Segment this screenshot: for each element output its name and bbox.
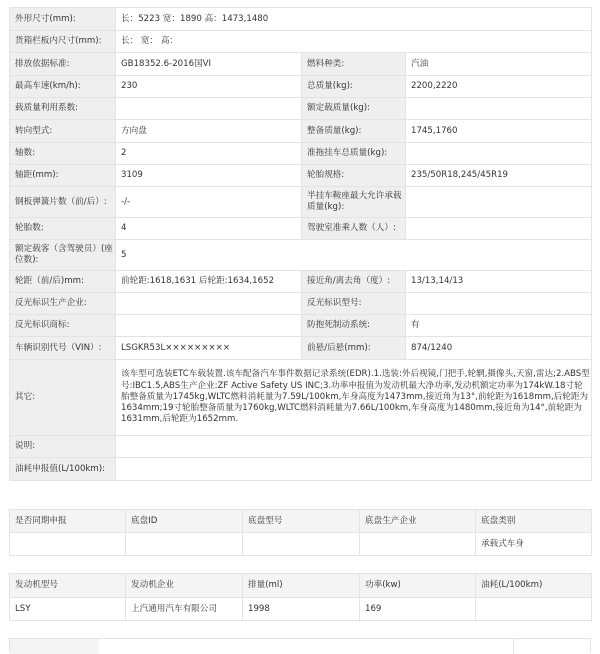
engine-data-row [10, 598, 592, 621]
spec-value: 4 [116, 218, 302, 240]
spec-label: 整备质量(kg): [302, 120, 406, 143]
spec-row [10, 436, 592, 458]
engine-header-cell: 油耗(L/100km) [476, 574, 592, 598]
spec-value: 235/50R18,245/45R19 [406, 165, 592, 187]
spec-value: GB18352.6-2016国VI [116, 53, 302, 76]
chassis-cell [10, 533, 126, 556]
spec-value [406, 98, 592, 120]
next-table-edge [9, 638, 591, 653]
spec-value: 2200,2220 [406, 76, 592, 98]
spec-row [10, 360, 592, 436]
chassis-cell [360, 533, 476, 556]
next-table-header-cell [10, 639, 99, 654]
chassis-cell: 承载式车身 [476, 533, 592, 556]
spec-label: 轮距（前/后)mm: [10, 271, 116, 293]
spec-row [10, 458, 592, 481]
chassis-header-cell: 底盘型号 [243, 510, 360, 533]
spec-row [10, 218, 592, 240]
spec-value [116, 293, 302, 315]
spec-label: 说明: [10, 436, 116, 458]
spec-label: 载质量利用系数: [10, 98, 116, 120]
spec-label: 半挂车鞍座最大允许承载质量(kg): [302, 187, 406, 218]
chassis-cell [243, 533, 360, 556]
engine-table [9, 573, 592, 621]
spec-value: 1745,1760 [406, 120, 592, 143]
chassis-cell [126, 533, 243, 556]
spec-value: -/- [116, 187, 302, 218]
spec-value: 有 [406, 315, 592, 337]
spec-label: 反光标识型号: [302, 293, 406, 315]
engine-header-cell: 功率(kw) [360, 574, 476, 598]
spec-row [10, 271, 592, 293]
chassis-header-cell: 底盘生产企业 [360, 510, 476, 533]
engine-header-cell: 发动机企业 [126, 574, 243, 598]
engine-cell: 169 [360, 598, 476, 621]
spec-row [10, 120, 592, 143]
spec-row [10, 187, 592, 218]
spec-row [10, 315, 592, 337]
spec-value [116, 98, 302, 120]
spec-label: 货箱栏板内尺寸(mm): [10, 31, 116, 53]
spec-label: 最高车速(km/h): [10, 76, 116, 98]
spec-value [406, 293, 592, 315]
spec-row [10, 143, 592, 165]
spec-label: 轴数: [10, 143, 116, 165]
spec-row [10, 53, 592, 76]
chassis-header-cell: 底盘ID [126, 510, 243, 533]
spec-row [10, 240, 592, 271]
spec-value [406, 143, 592, 165]
spec-value: 汽油 [406, 53, 592, 76]
spec-label: 前悬/后悬(mm): [302, 337, 406, 360]
spec-label: 额定载客（含驾驶员）(座位数): [10, 240, 116, 271]
spec-label: 燃料种类: [302, 53, 406, 76]
spec-row [10, 98, 592, 120]
spec-value: 874/1240 [406, 337, 592, 360]
spec-label: 轴距(mm): [10, 165, 116, 187]
spec-value [116, 315, 302, 337]
spec-value: 方向盘 [116, 120, 302, 143]
engine-header-row [10, 574, 592, 598]
spec-label: 反光标识生产企业: [10, 293, 116, 315]
spec-value: 长：5223 宽：1890 高：1473,1480 [116, 8, 592, 31]
engine-header-cell: 发动机型号 [10, 574, 126, 598]
spec-row [10, 293, 592, 315]
chassis-data-row [10, 533, 592, 556]
spec-label: 外形尺寸(mm): [10, 8, 116, 31]
spec-value: 13/13,14/13 [406, 271, 592, 293]
spec-row [10, 165, 592, 187]
engine-header-cell: 排量(ml) [243, 574, 360, 598]
spec-label: 油耗申报值(L/100km): [10, 458, 116, 481]
spec-label: 额定载质量(kg): [302, 98, 406, 120]
vehicle-spec-table [9, 7, 592, 481]
spec-label: 反光标识商标: [10, 315, 116, 337]
engine-cell: 上汽通用汽车有限公司 [126, 598, 243, 621]
engine-cell: 1998 [243, 598, 360, 621]
spec-label: 驾驶室准乘人数（人）: [302, 218, 406, 240]
spec-label: 防抱死制动系统: [302, 315, 406, 337]
engine-cell [476, 598, 592, 621]
spec-value: 前轮距:1618,1631 后轮距:1634,1652 [116, 271, 302, 293]
chassis-table [9, 509, 592, 556]
next-table-divider [513, 639, 514, 654]
spec-label: 准拖挂车总质量(kg): [302, 143, 406, 165]
spec-label: 车辆识别代号（VIN）: [10, 337, 116, 360]
spec-value: 2 [116, 143, 302, 165]
spec-label: 钢板弹簧片数（前/后）: [10, 187, 116, 218]
spec-value: 3109 [116, 165, 302, 187]
chassis-header-row [10, 510, 592, 533]
engine-cell: LSY [10, 598, 126, 621]
spec-row [10, 76, 592, 98]
spec-row [10, 337, 592, 360]
spec-row [10, 8, 592, 31]
chassis-header-cell: 底盘类别 [476, 510, 592, 533]
spec-value: LSGKR53L××××××××× [116, 337, 302, 360]
spec-value [116, 458, 592, 481]
spec-label: 排放依据标准: [10, 53, 116, 76]
spec-value: 5 [116, 240, 592, 271]
spec-value [406, 187, 592, 218]
spec-value: 长： 宽： 高： [116, 31, 592, 53]
spec-label: 总质量(kg): [302, 76, 406, 98]
spec-label: 其它: [10, 360, 116, 436]
spec-value [116, 436, 592, 458]
spec-value [406, 218, 592, 240]
spec-label: 接近角/离去角（度）: [302, 271, 406, 293]
spec-label: 轮胎规格: [302, 165, 406, 187]
spec-value: 230 [116, 76, 302, 98]
chassis-header-cell: 是否同期申报 [10, 510, 126, 533]
spec-label: 轮胎数: [10, 218, 116, 240]
spec-row [10, 31, 592, 53]
spec-notes-value: 该车型可选装ETC车载装置.该车配备汽车事件数据记录系统(EDR).1.选装:外后视镜,门把手,轮辋,摄像头,天窗,雷达;2.ABS型号:IBC1.5,ABS生产企业:ZF Active Safety US INC;3.功率申报值为发动机最大净功率,发动机额定功率为174kW.18寸轮胎整备质量为1745kg,WLTC燃料消耗量为7.59L/100km,车身高度为1473mm,接近角为13°,前轮距为1618mm,后轮距为1634mm;19寸轮胎整备质量为1760kg,WLTC燃料消耗量为7.66L/100km,车身高度为1480mm,接近角为14°,前轮距为1631mm,后轮距为1652mm. [116, 360, 592, 436]
spec-label: 转向型式: [10, 120, 116, 143]
